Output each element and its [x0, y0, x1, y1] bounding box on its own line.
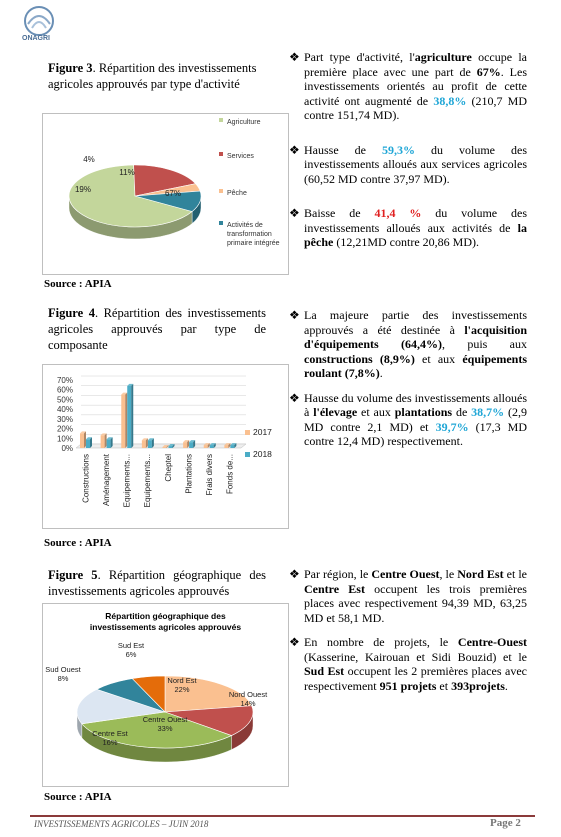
bullet-text-run: Nord Est: [457, 567, 504, 581]
bullet-text-run: et: [436, 678, 452, 693]
pie-data-label-line: Centre Est: [92, 729, 128, 738]
bullet-item: [289, 635, 527, 693]
bullet-text-run: Centre Ouest: [371, 567, 440, 581]
legend-entry: 2017: [253, 427, 272, 437]
bullet-item: [289, 391, 527, 449]
bullet-text-run: Centre Est: [304, 581, 365, 596]
legend-swatch: [219, 118, 223, 122]
y-tick-label: 20%: [56, 424, 73, 434]
bullet-diamond-icon: ❖: [289, 390, 300, 405]
bullet-text-run: occupe la première place avec une part de: [304, 50, 527, 79]
bullet-text-run: du volume des investissements alloués aux activités de: [304, 206, 527, 235]
legend-entry: Agriculture: [227, 119, 261, 126]
bar-2017: [80, 433, 84, 448]
bar-2017: [121, 395, 125, 448]
bar-2018: [127, 386, 131, 448]
bar-2017: [224, 445, 228, 448]
y-tick-label: 30%: [56, 414, 73, 424]
pie-data-label: 19%: [74, 185, 92, 194]
pie-data-label: 67%: [164, 189, 182, 198]
bullet-text-run: (2,9 MD contre 2,1 MD) et: [304, 405, 527, 434]
figure-5-chart: [42, 603, 289, 787]
bullet-text-run: la pêche: [304, 220, 527, 249]
pie-data-label-line: Centre Ouest: [142, 715, 188, 724]
bar-2017: [204, 445, 208, 448]
bar-side: [131, 384, 133, 448]
legend-entry: 2018: [253, 449, 272, 459]
bar-side: [125, 393, 127, 448]
figure-3-source: Source : APIA: [44, 278, 112, 290]
y-tick-label: 70%: [56, 376, 73, 385]
page-number: Page 2: [490, 817, 521, 829]
pie-data-label: [118, 641, 145, 659]
bullet-item: [289, 308, 527, 381]
figure-3-bullets: [289, 50, 527, 250]
legend-swatch: [245, 452, 250, 457]
bullet-text-run: (17,3 MD contre 12,4 MD) respectivement.: [304, 419, 527, 448]
figure-5-chart-title: Répartition géographique des investissements agricoles approuvés: [89, 611, 242, 632]
x-tick-label: Cheptel: [163, 454, 173, 482]
footer-title: INVESTISSEMENTS AGRICOLES – JUIN 2018: [34, 819, 209, 829]
figure-4-caption: [48, 305, 266, 353]
y-tick-label: 0%: [61, 444, 73, 453]
bar-2018: [148, 440, 152, 448]
bullet-text-run: plantations: [394, 405, 453, 419]
figure-4-label: Figure 4: [48, 306, 95, 320]
legend-entry: Services: [227, 153, 254, 160]
x-tick-label: Aménagement: [101, 454, 111, 507]
x-tick-label: Equipements...: [122, 454, 132, 508]
bullet-text: [304, 143, 527, 187]
y-tick-label: 60%: [56, 385, 73, 395]
pie-data-label-line: 14%: [240, 699, 256, 708]
bullet-text-run: , puis aux: [442, 337, 527, 351]
bullet-text-run: La majeure partie des investissements approuvés a été destinée à: [304, 308, 527, 337]
pie-data-label-line: Nord Est: [167, 676, 197, 685]
bullet-text-run: 393projets: [451, 678, 505, 693]
bullet-text-run: Sud Est: [304, 664, 345, 678]
legend-swatch: [219, 152, 223, 156]
bar-2017: [163, 447, 167, 448]
pie-data-label: 4%: [83, 155, 95, 164]
bullet-text-run: 38,7%: [471, 405, 505, 419]
figure-4-caption-text: . Répartition des investissements agricoles approuvés par type de composante: [48, 306, 266, 352]
legend-swatch: [219, 221, 223, 225]
bullet-item: [289, 206, 527, 250]
bullet-text-run: du volume des investissements alloués aux services agricoles (60,52 MD contre 37,97 MD).: [304, 142, 527, 186]
bullet-text: [304, 391, 527, 449]
figure-4-chart: [42, 364, 289, 529]
bullet-text: [304, 635, 527, 693]
pie-data-label-line: Nord Ouest: [228, 690, 268, 699]
bullet-diamond-icon: ❖: [289, 142, 300, 157]
bullet-text: [304, 50, 527, 123]
figure-4-bullets: [289, 308, 527, 449]
logo-text: ONAGRI: [22, 35, 50, 42]
bar-2018: [107, 439, 111, 448]
figure-3-caption-text: . Répartition des investissements agricoles approuvés par type d'activité: [48, 61, 257, 91]
bullet-text-run: occupent les trois premières places avec respectivement 94,39 MD, 63,25 MD et 58,1 MD.: [304, 581, 527, 625]
figure-5-label: Figure 5: [48, 568, 98, 582]
pie-data-label-line: 16%: [102, 738, 118, 747]
pie-data-label-line: 6%: [125, 650, 137, 659]
bullet-diamond-icon: ❖: [289, 308, 300, 322]
bullet-text-run: et le: [503, 567, 527, 581]
bullet-text-run: l'acquisition d'équipements (64,4%): [304, 322, 527, 351]
bullet-text-run: l'élevage: [313, 405, 358, 419]
bar-side: [105, 433, 107, 448]
figure-4-source: Source : APIA: [44, 537, 112, 549]
y-tick-label: 40%: [56, 405, 73, 415]
bullet-text: [304, 206, 527, 250]
legend-entry: Pêche: [227, 190, 247, 197]
bullet-text-run: Baisse de: [304, 206, 375, 220]
bullet-text-run: équipements roulant (7,8%): [304, 351, 527, 380]
bullet-diamond-icon: ❖: [289, 50, 300, 64]
component-bar-chart: [43, 365, 288, 528]
bullet-text: [304, 567, 527, 625]
bullet-text-run: et aux: [357, 405, 395, 419]
bullet-text-run: de: [452, 405, 472, 419]
bullet-text-run: . Les investissements orientés au profit de cette activité ont augmenté de: [304, 64, 527, 108]
bullet-text-run: (12,21MD contre 20,86 MD).: [333, 235, 479, 249]
bullet-text-run: 38,8%: [433, 93, 467, 108]
bullet-text-run: (210,7 MD contre 151,74 MD).: [304, 93, 527, 122]
bar-2018: [169, 446, 173, 448]
pie-data-label-line: 33%: [157, 724, 173, 733]
bullet-text-run: Hausse du volume des investissements alloués à: [304, 390, 527, 419]
bar-2017: [183, 442, 187, 448]
bullet-text-run: Part type d'activité, l': [304, 50, 415, 64]
x-tick-label: Frais divers: [205, 454, 215, 496]
bullet-text-run: 59,3%: [382, 142, 415, 157]
figure-3-caption: [48, 60, 273, 92]
pie-data-label: 11%: [119, 168, 135, 177]
bullet-text-run: et aux: [414, 351, 463, 366]
pie-data-label-line: Sud Ouest: [45, 665, 81, 674]
legend-swatch: [245, 430, 250, 435]
bullet-text-run: constructions (8,9%): [304, 351, 415, 366]
figure-5-caption-text: . Répartition géographique des investissements agricoles approuvés: [48, 568, 266, 598]
y-tick-label: 10%: [56, 434, 73, 444]
bullet-text-run: 67%: [476, 64, 501, 79]
bar-2018: [86, 439, 90, 448]
bullet-text: [304, 308, 527, 381]
x-tick-label: Equipements...: [143, 454, 153, 508]
bullet-text-run: En nombre de projets, le: [304, 635, 458, 649]
y-tick-label: 50%: [56, 395, 73, 405]
bar-2018: [189, 442, 193, 448]
figure-5-caption: [48, 567, 266, 599]
bar-2018: [230, 445, 234, 448]
bullet-diamond-icon: ❖: [289, 206, 300, 220]
bullet-item: [289, 50, 527, 123]
bullet-text-run: occupent les 2 premières places avec respectivement: [304, 664, 527, 693]
bullet-item: [289, 567, 527, 625]
bullet-diamond-icon: ❖: [289, 567, 300, 581]
legend-entry: Activités de transformation primaire intégrée: [227, 222, 280, 247]
figure-5-bullets: [289, 567, 527, 693]
x-tick-label: Fonds de...: [225, 454, 235, 495]
bar-2017: [101, 435, 105, 448]
bullet-text-run: 39,7%: [435, 419, 469, 434]
bar-2017: [142, 440, 146, 448]
figure-3-chart: [42, 113, 289, 275]
bullet-item: [289, 143, 527, 187]
figure-3-label: Figure 3: [48, 61, 93, 75]
footer-rule: [30, 815, 535, 817]
bullet-text-run: agriculture: [414, 50, 472, 64]
pie-data-label-line: Sud Est: [117, 641, 145, 650]
bullet-text-run: .: [379, 366, 383, 380]
bullet-text-run: (Kasserine, Kairouan et Sidi Bouzid) et le: [304, 649, 527, 664]
x-tick-label: Constructions: [81, 454, 91, 503]
bar-side: [84, 431, 86, 448]
bullet-text-run: Par région, le: [304, 567, 372, 581]
figure-5-source: Source : APIA: [44, 791, 112, 803]
bullet-text-run: Centre-Ouest: [457, 635, 527, 649]
pie-data-label: [45, 665, 81, 683]
bar-2018: [210, 445, 214, 448]
bullet-diamond-icon: ❖: [289, 635, 300, 649]
pie-data-label-line: 22%: [174, 685, 190, 694]
legend-swatch: [219, 189, 223, 193]
bullet-text-run: 951 projets: [379, 678, 437, 693]
pie-data-label-line: 8%: [57, 674, 69, 683]
onagri-logo: [14, 4, 64, 46]
bullet-text-run: , le: [439, 567, 458, 581]
bullet-text-run: 41,4 %: [374, 206, 422, 220]
bullet-text-run: .: [504, 678, 508, 693]
x-tick-label: Plantations: [184, 454, 194, 494]
bullet-text-run: Hausse de: [304, 142, 382, 157]
